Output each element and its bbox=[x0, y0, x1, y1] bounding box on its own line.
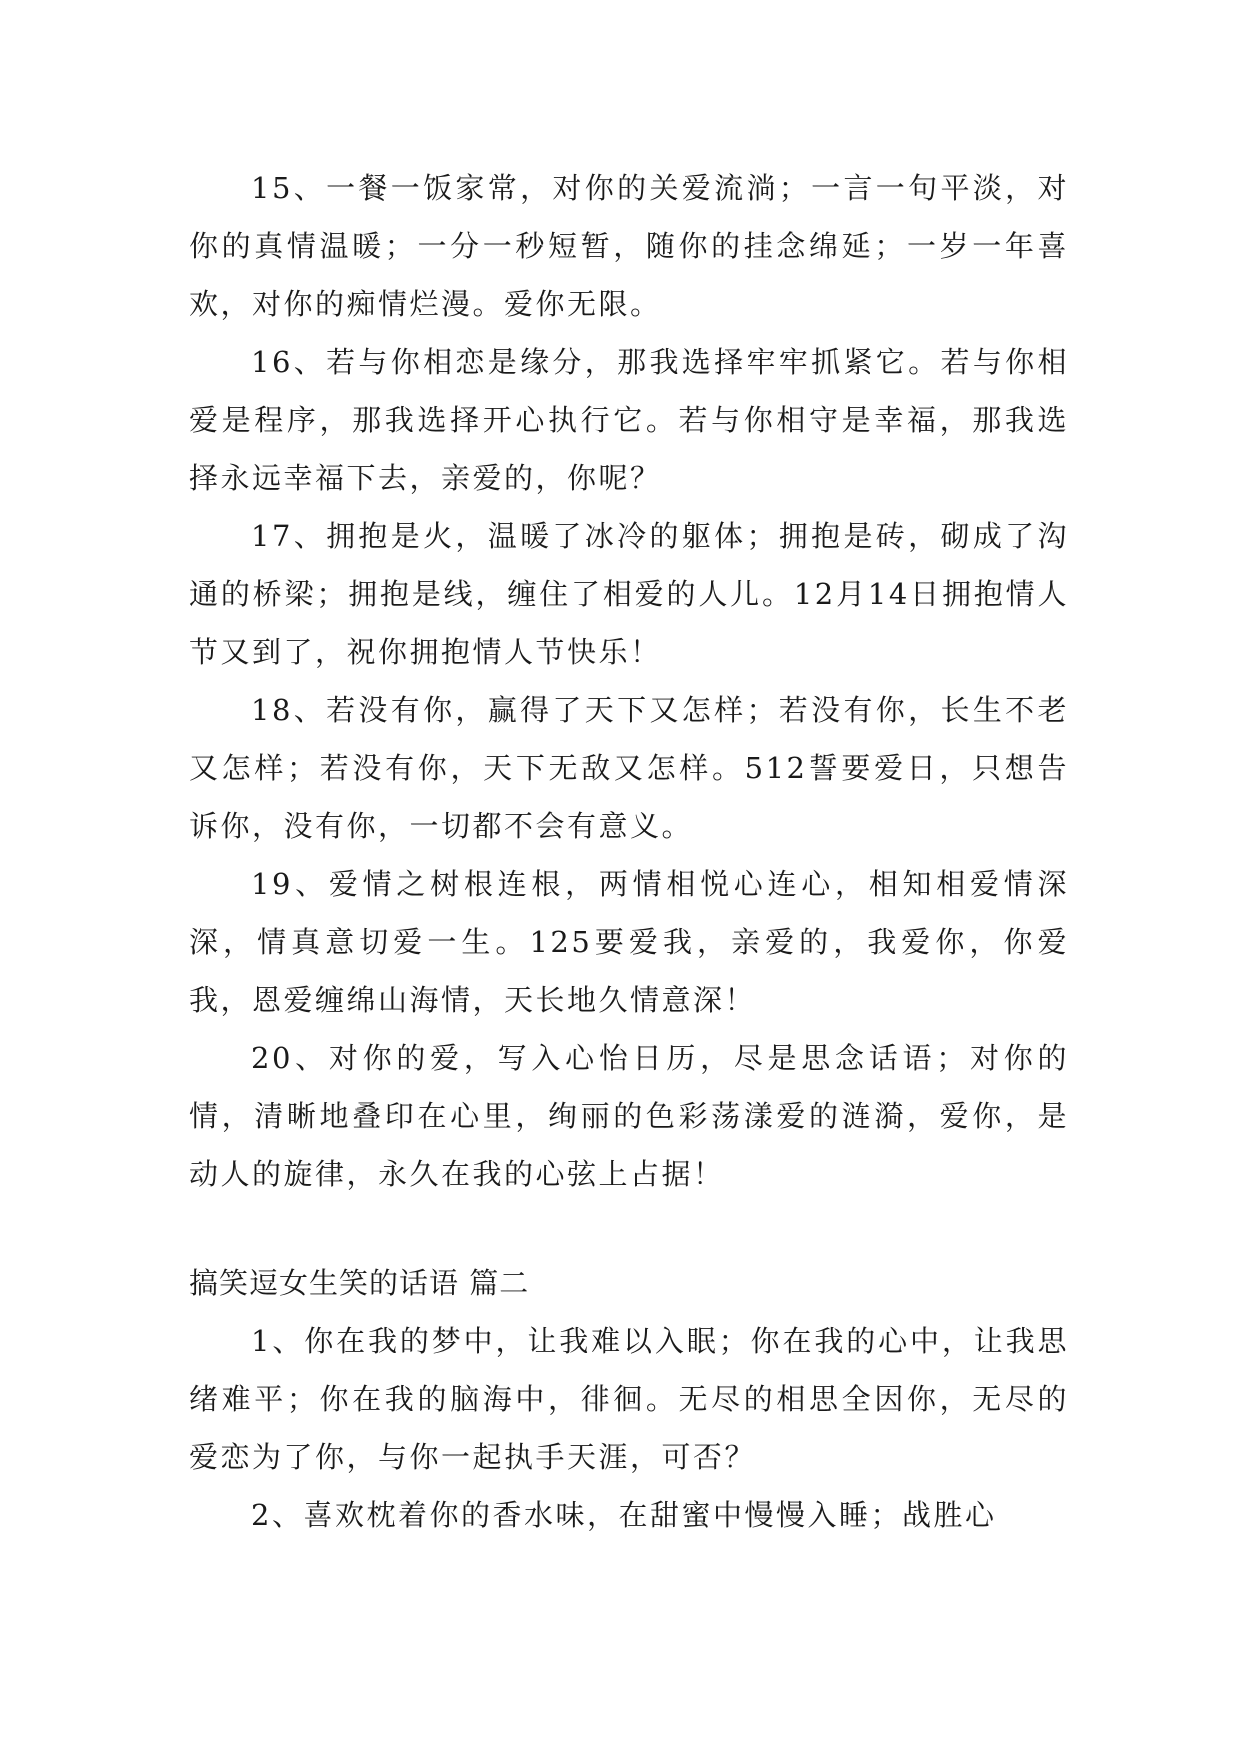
document-body bbox=[189, 159, 1069, 1544]
section-heading: 搞笑逗女生笑的话语 篇二 bbox=[189, 1266, 530, 1300]
paragraph-19: 19、爱情之树根连根，两情相悦心连心，相知相爱情深深，情真意切爱一生。125要爱我，亲爱的，我爱你，你爱我，恩爱缠绵山海情，天长地久情意深！ bbox=[189, 867, 1069, 1017]
paragraph-17: 17、拥抱是火，温暖了冰冷的躯体；拥抱是砖，砌成了沟通的桥梁；拥抱是线，缠住了相爱的人儿。12月14日拥抱情人节又到了，祝你拥抱情人节快乐！ bbox=[189, 519, 1069, 669]
paragraph-15: 15、一餐一饭家常，对你的关爱流淌；一言一句平淡，对你的真情温暖；一分一秒短暂，随你的挂念绵延；一岁一年喜欢，对你的痴情烂漫。爱你无限。 bbox=[189, 171, 1069, 321]
paragraph-18: 18、若没有你，赢得了天下又怎样；若没有你，长生不老又怎样；若没有你，天下无敌又怎样。512誓要爱日，只想告诉你，没有你，一切都不会有意义。 bbox=[189, 693, 1069, 843]
paragraph-20: 20、对你的爱，写入心怡日历，尽是思念话语；对你的情，清晰地叠印在心里，绚丽的色彩荡漾爱的涟漪，爱你，是动人的旋律，永久在我的心弦上占据！ bbox=[189, 1041, 1069, 1191]
paragraph-1: 1、你在我的梦中，让我难以入眠；你在我的心中，让我思绪难平；你在我的脑海中，徘徊。无尽的相思全因你，无尽的爱恋为了你，与你一起执手天涯，可否？ bbox=[189, 1324, 1069, 1474]
paragraph-16: 16、若与你相恋是缘分，那我选择牢牢抓紧它。若与你相爱是程序，那我选择开心执行它。若与你相守是幸福，那我选择永远幸福下去，亲爱的，你呢？ bbox=[189, 345, 1069, 495]
paragraph-2: 2、喜欢枕着你的香水味，在甜蜜中慢慢入睡；战胜心 bbox=[251, 1498, 997, 1532]
